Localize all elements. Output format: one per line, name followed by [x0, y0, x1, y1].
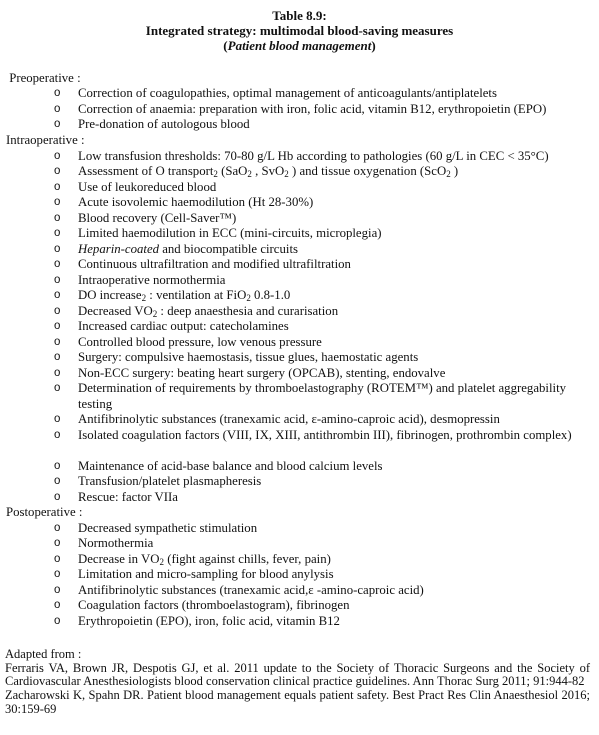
table-number: Table 8.9:	[272, 8, 327, 23]
section-title-preoperative: Preoperative :	[6, 71, 81, 85]
table-header	[0, 8, 599, 53]
section-title-postoperative: Postoperative :	[6, 505, 83, 519]
table-title: Integrated strategy: multimodal blood-saving measures	[145, 23, 454, 38]
references-heading: Adapted from :	[5, 647, 82, 661]
references	[5, 648, 590, 717]
reference-item: Zacharowski K, Spahn DR. Patient blood management equals patient safety. Best Pract Res Clin Anaesthesiol 2016; 30:159-69	[5, 688, 590, 716]
reference-item: Ferraris VA, Brown JR, Despotis GJ, et al. 2011 update to the Society of Thoracic Surgeons and the Society of Cardiovascular Anesthesiologists blood conservation clinical practice guidelines. Ann Thorac Surg 2011; 91:944-82	[5, 660, 590, 689]
section-title-intraoperative: Intraoperative :	[6, 133, 85, 147]
document-page: Table 8.9: Integrated strategy: multimodal blood-saving measures (Patient blood management) Preoperative : o Correction of coagulopathies, optimal management of anticoagulants/antiplatelets o Correction of anaemia: preparation with iron, folic acid, vitamin B12, erythropoietin (EPO) o Pre-donation of autologous blood Intraoperative : o Low transfusion thresholds: 70-80 g/L Hb according to pathologies (60 g/L in CEC < 35°C) o Assessment of O transport$_2$ (SaO$_2$ , SvO$_2$ ) and tissue oxygenation (ScO$_2$ ) o Use of leukoreduced blood o Acute isovolemic haemodilution (Ht 28-30%) o Blood recovery (Cell-Saver™) o Limited haemodilution in ECC (mini-circuits, microplegia) o Heparin-coated and biocompatible circuits o Continuous ultrafiltration and modified ultrafiltration o Intraoperative normothermia o DO increase$_2$ : ventilation at FiO$_2$ 0.8-1.0 o Decreased $VO_2$ : deep anaesthesia and curarisation o Increased cardiac output: catecholamines o Controlled blood pressure, low venous pressure o Surgery: compulsive haemostasis, tissue glues, haemostatic agents o Non-ECC surgery: beating heart surgery (OPCAB), stenting, endovalve o Determination of requirements by thromboelastography (ROTEM™) and platelet aggregability testing o Antifibrinolytic substances (tranexamic acid, ε-amino-caproic acid), desmopressin o Isolated coagulation factors (VIII, IX, XIII, antithrombin III), fibrinogen, prothrombin complex) o Maintenance of acid-base balance and blood calcium levels o Transfusion/platelet plasmapheresis o Rescue: factor VIIa Postoperative : o Decreased sympathetic stimulation o Normothermia o Decrease in $VO_2$ (fight against chills, fever, pain) o Limitation and micro-sampling for blood anylysis o Antifibrinolytic substances (tranexamic acid,ε -amino-caproic acid) o Coagulation factors (thromboelastogram), fibrinogen o Erythropoietin (EPO), iron, folic acid, vitamin B12 Adapted from : Ferraris VA, Brown JR, Despotis GJ, et al. 2011 update to the Society of Thoracic Surgeons and the Society of Cardiovascular Anesthesiologists blood conservation clinical practice guidelines. Ann Thorac Surg 2011; 91:944-82 Zacharowski K, Spahn DR. Patient blood management equals patient safety. Best Pract Res Clin Anaesthesiol 2016; 30:159-69	[0, 0, 599, 735]
table-subtitle: (Patient blood management)	[223, 38, 376, 53]
